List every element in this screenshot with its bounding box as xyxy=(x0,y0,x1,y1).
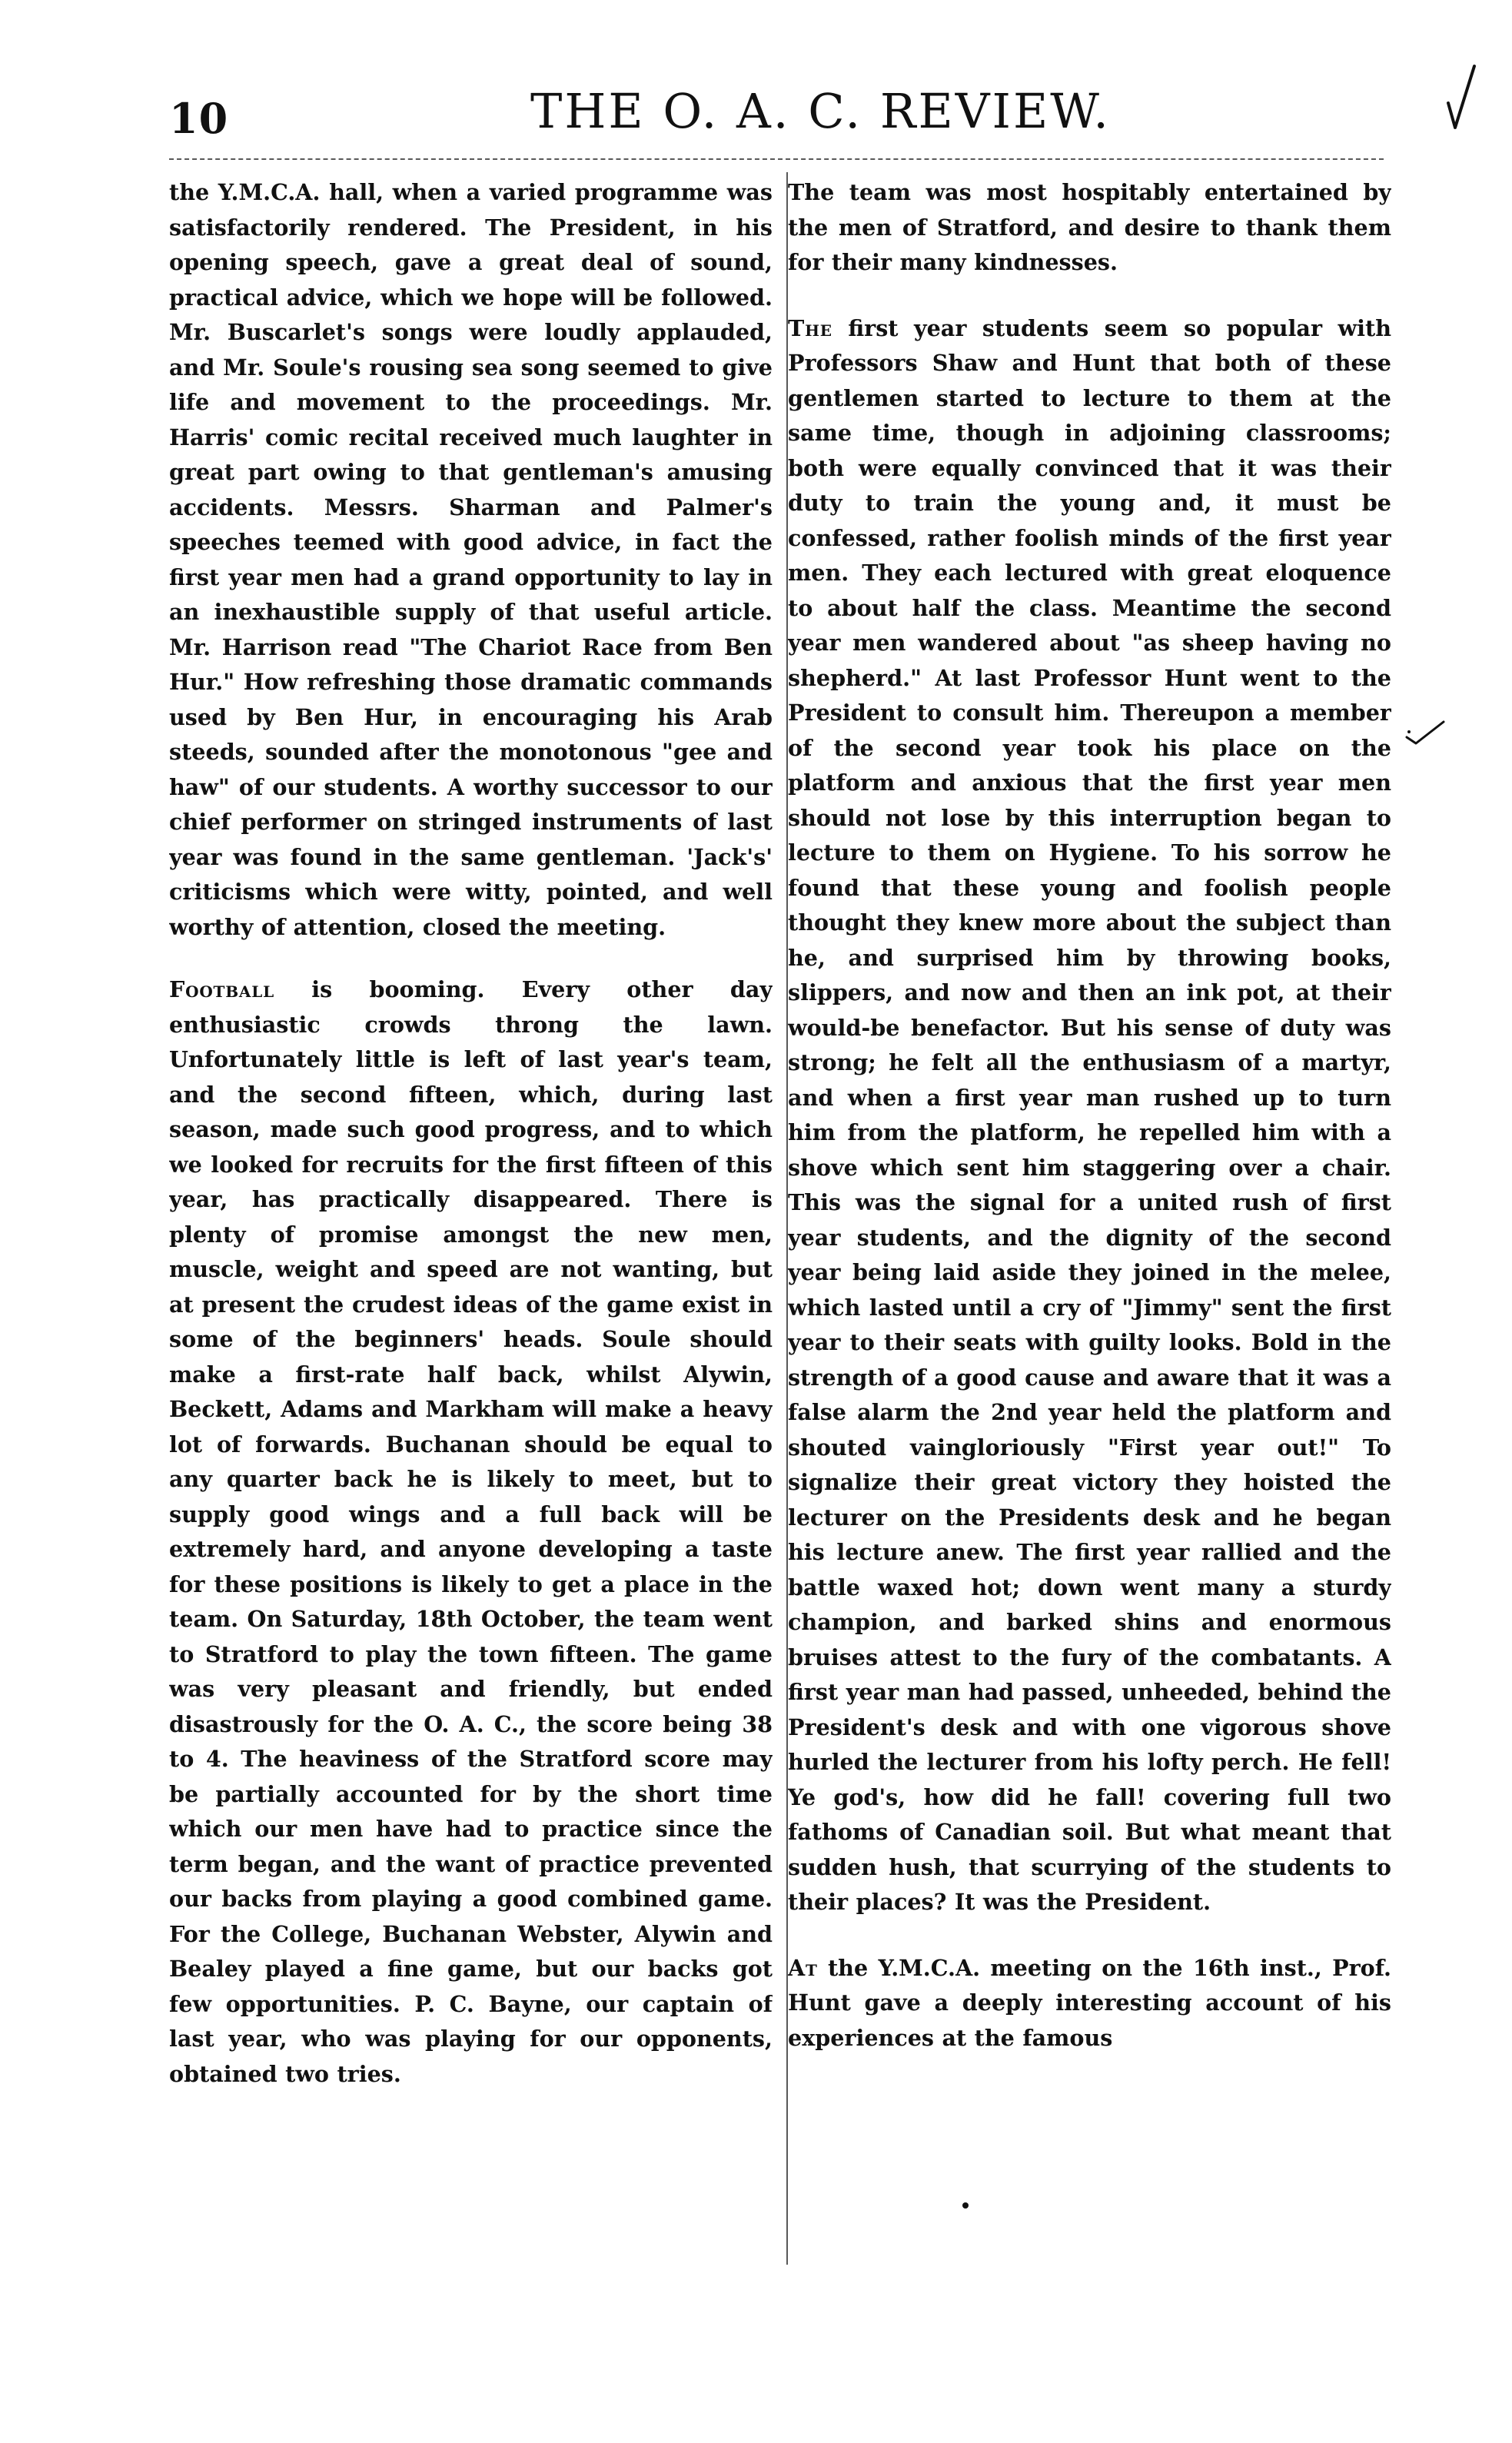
left-column xyxy=(169,175,773,2282)
checkmark-mark-icon xyxy=(1445,63,1477,134)
right-paragraph-3-text: the Y.M.C.A. meeting on the 16th inst., Prof. Hunt gave a deeply interesting account of his experiences at the famous xyxy=(788,1954,1391,2051)
ink-dot-mark xyxy=(962,2202,969,2209)
left-paragraph-2-lead: Football xyxy=(169,976,274,1002)
right-paragraph-3 xyxy=(788,1951,1391,2056)
left-paragraph-1-text: the Y.M.C.A. hall, when a varied programme was satisfactorily rendered. The President, in his opening speech, gave a great deal of sound, practical advice, which we hope will be followed. Mr. Buscarlet's songs were loudly applauded, and Mr. Soule's rousing sea song seemed to give life and movement to the proceedings. Mr. Harris' comic recital received much laughter in great part owing to that gentleman's amusing accidents. Messrs. Sharman and Palmer's speeches teemed with good advice, in fact the first year men had a grand opportunity to lay in an inexhaustible supply of that useful article. Mr. Harrison read "The Chariot Race from Ben Hur." How refreshing those dramatic commands used by Ben Hur, in encouraging his Arab steeds, sounded after the monotonous "gee and haw" of our students. A worthy successor to our chief performer on stringed instruments of last year was found in the same gentleman. 'Jack's' criticisms which were witty, pointed, and well worthy of attention, closed the meeting. xyxy=(169,179,773,940)
right-paragraph-3-lead: At xyxy=(788,1954,818,1981)
left-paragraph-2 xyxy=(169,972,773,2092)
right-paragraph-1 xyxy=(788,175,1391,281)
page-number: 10 xyxy=(169,94,229,143)
page-header xyxy=(169,71,1437,148)
header-divider xyxy=(169,158,1384,160)
left-paragraph-2-text: is booming. Every other day enthusiastic crowds throng the lawn. Unfortunately little is left of last year's team, and the second fifteen, which, during last season, made such good progress, and to which we looked for recruits for the first fifteen of this year, has practically disappeared. There is plenty of promise amongst the new men, muscle, weight and speed are not wanting, but at present the crudest ideas of the game exist in some of the beginners' heads. Soule should make a first-rate half back, whilst Alywin, Beckett, Adams and Markham will make a heavy lot of forwards. Buchanan should be equal to any quarter back he is likely to meet, but to supply good wings and a full back will be extremely hard, and anyone developing a taste for these positions is likely to get a place in the team. On Saturday, 18th October, the team went to Stratford to play the town fifteen. The game was very pleasant and friendly, but ended disastrously for the O. A. C., the score being 38 to 4. The heaviness of the Stratford score may be partially accounted for by the short time which our men have had to practice since the term began, and the want of practice prevented our backs from playing a good combined game. For the College, Buchanan Webster, Alywin and Bealey played a fine game, but our backs got few opportunities. P. C. Bayne, our captain of last year, who was playing for our opponents, obtained two tries. xyxy=(169,976,773,2087)
right-column xyxy=(788,175,1391,2282)
right-paragraph-2 xyxy=(788,311,1391,1920)
article-columns xyxy=(169,175,1422,2282)
journal-title: THE O. A. C. REVIEW. xyxy=(530,83,1111,139)
right-paragraph-2-text: first year students seem so popular with Professors Shaw and Hunt that both of these gentlemen started to lecture to them at the same time, though in adjoining classrooms; both were equally convinced that it was their duty to train the young and, it must be confessed, rather foolish minds of the first year men. They each lectured with great eloquence to about half the class. Meantime the second year men wandered about "as sheep having no shepherd." At last Professor Hunt went to the President to consult him. Thereupon a member of the second year took his place on the platform and anxious that the first year men should not lose by this interruption began to lecture to them on Hygiene. To his sorrow he found that these young and foolish people thought they knew more about the subject than he, and surprised him by throwing books, slippers, and now and then an ink pot, at their would-be benefactor. But his sense of duty was strong; he felt all the enthusiasm of a martyr, and when a first year man rushed up to turn him from the platform, he repelled him with a shove which sent him staggering over a chair. This was the signal for a united rush of first year students, and the dignity of the second year being laid aside they joined in the melee, which lasted until a cry of "Jimmy" sent the first year to their seats with guilty looks. Bold in the strength of a good cause and aware that it was a false alarm the 2nd year held the platform and shouted vaingloriously "First year out!" To signalize their great victory they hoisted the lecturer on the Presidents desk and he began his lecture anew. The first year rallied and the battle waxed hot; down went many a sturdy champion, and barked shins and enormous bruises attest to the fury of the combatants. A first year man had passed, unheeded, behind the President's desk and with one vigorous shove hurled the lecturer from his lofty perch. He fell! Ye god's, how did he fall! covering full two fathoms of Canadian soil. But what meant that sudden hush, that scurrying of the students to their places? It was the President. xyxy=(788,314,1391,1915)
left-paragraph-1 xyxy=(169,175,773,945)
right-paragraph-1-text: The team was most hospitably entertained by the men of Stratford, and desire to thank them for their many kindnesses. xyxy=(788,179,1391,275)
right-paragraph-2-lead: The xyxy=(788,314,832,341)
margin-check-icon xyxy=(1402,718,1448,747)
